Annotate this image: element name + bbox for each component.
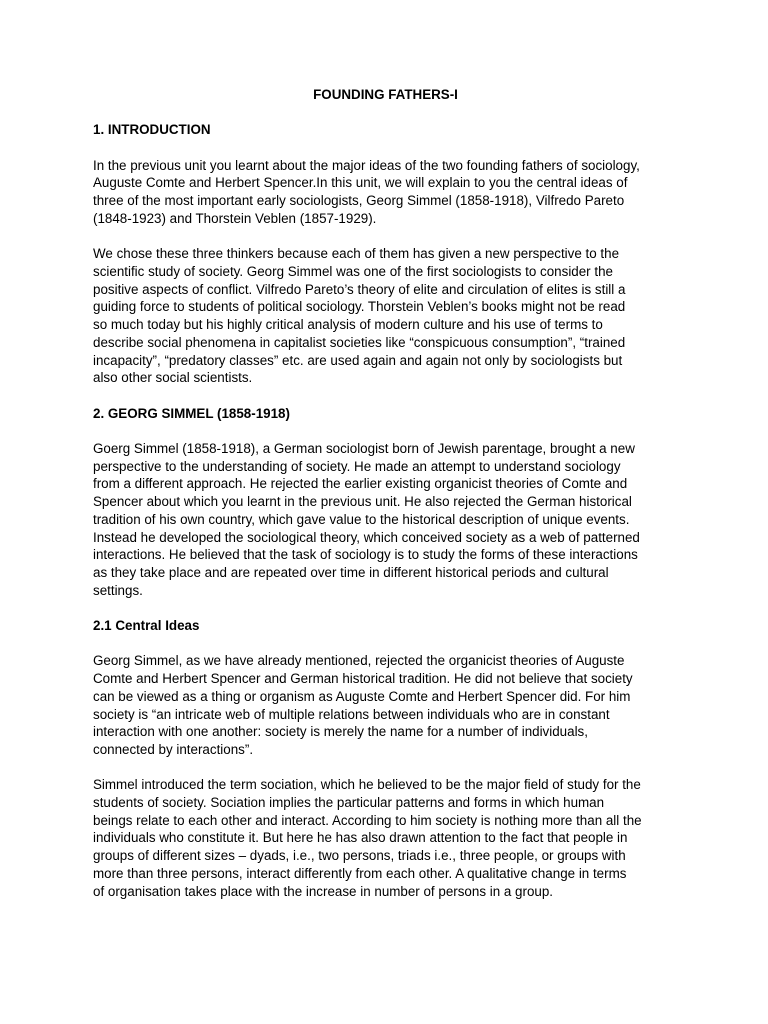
paragraph-line: connected by interactions”.: [93, 741, 254, 757]
section-heading: 2.1 Central Ideas: [93, 618, 200, 633]
paragraph-line: beings relate to each other and interact. According to him society is nothing more than all the: [93, 812, 642, 828]
paragraph-line: groups of different sizes – dyads, i.e., two persons, triads i.e., three people, or groups with: [93, 848, 626, 864]
paragraph-line: so much today but his highly critical analysis of modern culture and his use of terms to: [93, 317, 603, 333]
paragraph-line: individuals who constitute it. But here he has also drawn attention to the fact that people in: [93, 830, 628, 846]
paragraph-line: Spencer about which you learnt in the previous unit. He also rejected the German historical: [93, 494, 632, 510]
paragraph-line: guiding force to students of political sociology. Thorstein Veblen’s books might not be read: [93, 299, 626, 315]
paragraph: [93, 776, 678, 900]
document-body: [93, 121, 678, 900]
paragraph-line: Instead he developed the sociological theory, which conceived society as a web of patterned: [93, 529, 640, 545]
paragraph-line: Auguste Comte and Herbert Spencer.In this unit, we will explain to you the central ideas of: [93, 175, 628, 191]
paragraph-line: students of society. Sociation implies the particular patterns and forms in which human: [93, 795, 605, 810]
paragraph-line: also other social scientists.: [93, 370, 253, 386]
paragraph-line: from a different approach. He rejected the earlier existing organicist theories of Comte and: [93, 476, 628, 492]
paragraph-line: more than three persons, interact differently from each other. A qualitative change in terms: [93, 865, 627, 881]
paragraph: [93, 652, 678, 758]
paragraph-line: Comte and Herbert Spencer and German historical tradition. He did not believe that society: [93, 671, 633, 687]
paragraph-line: We chose these three thinkers because each of them has given a new perspective to the: [93, 246, 620, 262]
paragraph-line: can be viewed as a thing or organism as Auguste Comte and Herbert Spencer did. For him: [93, 688, 631, 704]
paragraph-line: settings.: [93, 582, 143, 598]
paragraph-line: Goerg Simmel (1858-1918), a German sociologist born of Jewish parentage, brought a new: [93, 440, 635, 456]
document-page: [93, 86, 678, 918]
paragraph-line: Georg Simmel, as we have already mentioned, rejected the organicist theories of Auguste: [93, 653, 625, 669]
paragraph-line: society is “an intricate web of multiple relations between individuals who are in constant: [93, 706, 610, 722]
paragraph-line: describe social phenomena in capitalist societies like “conspicuous consumption”, “trained: [93, 334, 626, 350]
paragraph-line: interactions. He believed that the task of sociology is to study the forms of these interactions: [93, 547, 638, 563]
paragraph-line: perspective to the understanding of society. He made an attempt to understand sociology: [93, 458, 621, 474]
paragraph-line: Simmel introduced the term sociation, which he believed to be the major field of study for the: [93, 777, 641, 793]
section-heading: 2. GEORG SIMMEL (1858-1918): [93, 405, 290, 421]
paragraph-line: In the previous unit you learnt about the major ideas of the two founding fathers of sociology,: [93, 157, 640, 173]
paragraph-line: incapacity”, “predatory classes” etc. are used again and again not only by sociologists but: [93, 352, 623, 368]
paragraph-line: tradition of his own country, which gave value to the historical description of unique events.: [93, 511, 630, 527]
section-heading: 1. INTRODUCTION: [93, 122, 211, 138]
document-title: FOUNDING FATHERS-I: [313, 87, 458, 102]
paragraph: [93, 245, 678, 387]
paragraph-line: three of the most important early sociologists, Georg Simmel (1858-1918), Vilfredo Pareto: [93, 193, 625, 209]
paragraph-line: positive aspects of conflict. Vilfredo Pareto’s theory of elite and circulation of elites is still a: [93, 281, 626, 297]
paragraph: [93, 157, 678, 228]
paragraph-line: as they take place and are repeated over time in different historical periods and cultural: [93, 564, 609, 580]
paragraph-line: (1848-1923) and Thorstein Veblen (1857-1929).: [93, 210, 377, 226]
paragraph-line: interaction with one another: society is merely the name for a number of individuals,: [93, 724, 588, 740]
paragraph: [93, 440, 678, 599]
paragraph-line: scientific study of society. Georg Simmel was one of the first sociologists to consider the: [93, 263, 613, 279]
paragraph-line: of organisation takes place with the increase in number of persons in a group.: [93, 883, 554, 899]
